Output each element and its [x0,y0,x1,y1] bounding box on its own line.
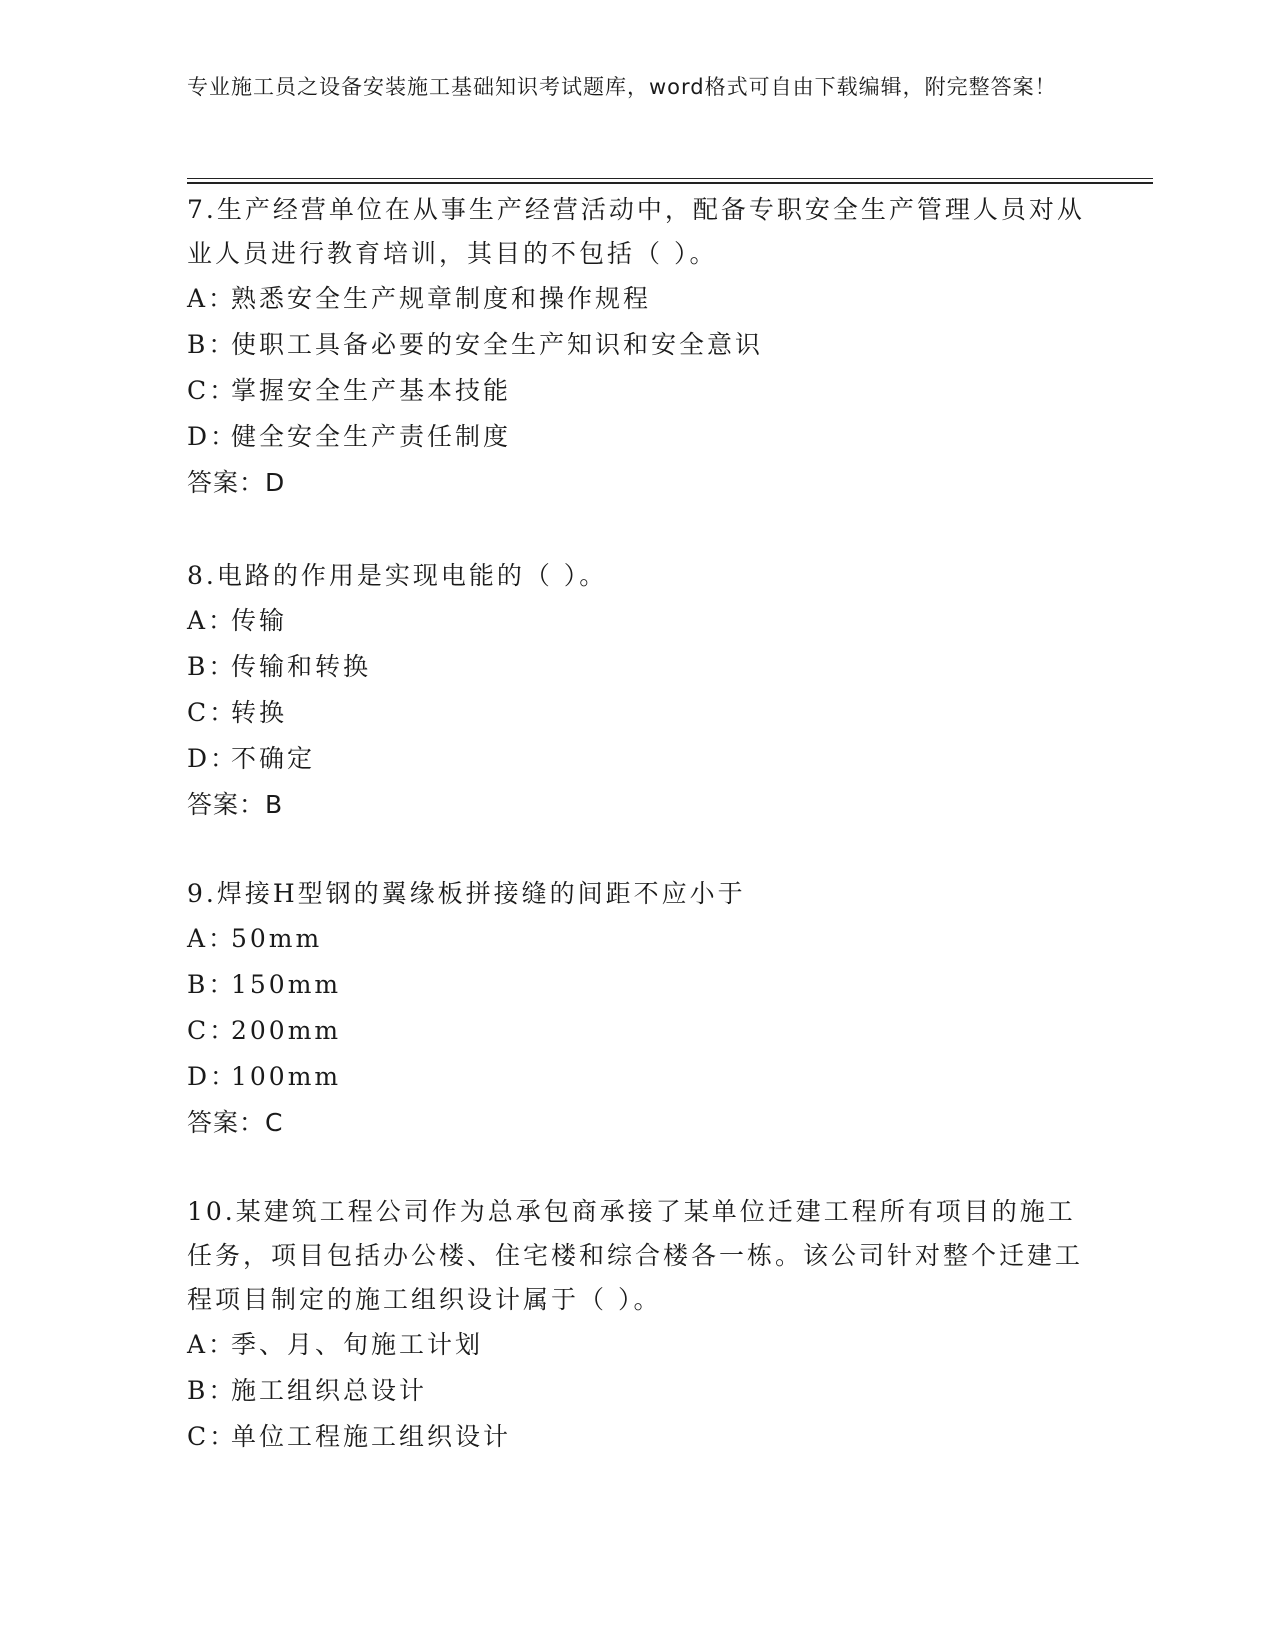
option-letter: A： [187,606,237,635]
option-letter: B： [187,1376,237,1405]
document-header-text: 专业施工员之设备安装施工基础知识考试题库，word格式可自由下载编辑，附完整答案！ [187,75,1057,99]
question-9 [187,872,1087,1146]
option-a [187,276,1087,322]
question-number: 10. [187,1197,236,1226]
answer-line: 答案：D [187,468,286,497]
option-c [187,1008,1087,1054]
option-letter: C： [187,1016,238,1045]
question-number: 9. [187,879,217,908]
option-text: 单位工程施工组织设计 [231,1422,512,1451]
option-letter: B： [187,970,237,999]
option-b [187,962,1087,1008]
option-text: 使职工具备必要的安全生产知识和安全意识 [231,330,764,359]
option-letter: A： [187,284,237,313]
option-text: 熟悉安全生产规章制度和操作规程 [231,284,652,313]
answer-line: 答案：C [187,1108,284,1137]
option-text: 150mm [231,970,342,999]
question-text: 焊接H型钢的翼缘板拼接缝的间距不应小于 [216,879,746,908]
option-text: 掌握安全生产基本技能 [231,376,512,405]
option-a [187,1322,1087,1368]
option-letter: C： [187,698,238,727]
header-rule-thin [187,178,1153,179]
question-10 [187,1190,1087,1460]
question-number: 7. [187,195,217,224]
option-text: 施工组织总设计 [231,1376,428,1405]
option-text: 转换 [231,698,288,727]
option-letter: D： [187,1062,239,1091]
option-text: 不确定 [231,744,316,773]
answer-line: 答案：B [187,790,284,819]
question-7 [187,188,1087,506]
option-letter: D： [187,744,239,773]
question-stem [187,188,1087,276]
option-letter: D： [187,422,239,451]
header-rule-thick [187,182,1153,184]
option-text: 传输 [231,606,288,635]
option-d [187,1054,1087,1100]
option-a [187,598,1087,644]
option-letter: A： [187,1330,237,1359]
question-stem [187,554,1087,598]
option-c [187,690,1087,736]
option-letter: B： [187,330,237,359]
option-text: 100mm [231,1062,342,1091]
option-text: 健全安全生产责任制度 [231,422,512,451]
option-b [187,322,1087,368]
question-text: 某建筑工程公司作为总承包商承接了某单位迁建工程所有项目的施工任务，项目包括办公楼、住宅楼和综合楼各一栋。该公司针对整个迁建工程项目制定的施工组织设计属于（ ）。 [187,1197,1084,1314]
option-c [187,1414,1087,1460]
option-text: 200mm [231,1016,342,1045]
option-letter: C： [187,376,238,405]
option-d [187,736,1087,782]
option-b [187,644,1087,690]
option-c [187,368,1087,414]
option-text: 传输和转换 [231,652,372,681]
question-text: 生产经营单位在从事生产经营活动中，配备专职安全生产管理人员对从业人员进行教育培训，其目的不包括（ ）。 [187,195,1085,268]
option-text: 季、月、旬施工计划 [231,1330,484,1359]
question-text: 电路的作用是实现电能的（ ）。 [216,561,608,590]
option-text: 50mm [231,924,323,953]
option-letter: B： [187,652,237,681]
option-b [187,1368,1087,1414]
question-number: 8. [187,561,217,590]
question-stem [187,872,1087,916]
option-letter: C： [187,1422,238,1451]
question-8 [187,554,1087,828]
option-d [187,414,1087,460]
option-a [187,916,1087,962]
question-stem [187,1190,1087,1322]
option-letter: A： [187,924,237,953]
